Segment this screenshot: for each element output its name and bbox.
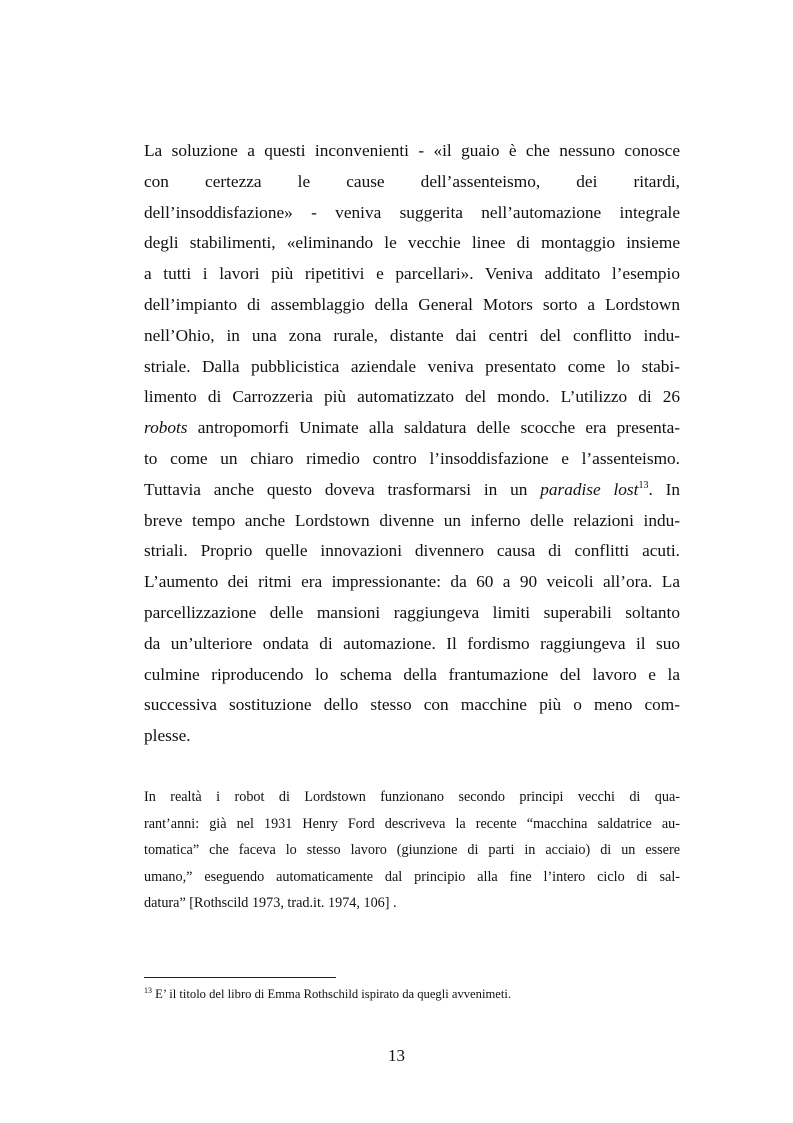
paragraph-line: con certezza le cause dell’assenteismo, dei ritardi, — [144, 171, 680, 191]
note-line: umano,” eseguendo automaticamente dal principio alla fine l’intero ciclo di sal- — [144, 868, 680, 885]
page-number: 13 — [388, 1046, 405, 1065]
paragraph-line: to come un chiaro rimedio contro l’insoddisfazione e l’assenteismo. — [144, 449, 680, 468]
paragraph-line: da un’ulteriore ondata di automazione. Il fordismo raggiungeva il suo — [144, 633, 680, 653]
paragraph-line: parcellizzazione delle mansioni raggiungeva limiti superabili soltanto — [144, 603, 680, 622]
paragraph-line: degli stabilimenti, «eliminando le vecchie linee di montaggio insieme — [144, 233, 680, 253]
paragraph-line: a tutti i lavori più ripetitivi e parcellari». Veniva additato l’esempio — [144, 264, 680, 284]
italic-term: paradise lost — [540, 479, 639, 499]
paragraph-line — [144, 475, 680, 506]
paragraph-line: nell’Ohio, in una zona rurale, distante dai centri del conflitto indu- — [144, 325, 680, 345]
paragraph-line: La soluzione a questi inconvenienti - «il guaio è che nessuno conosce — [144, 141, 680, 160]
footnote — [144, 985, 680, 1003]
paragraph-line: successiva sostituzione dello stesso con macchine più o meno com- — [144, 695, 680, 715]
footnote-reference[interactable]: 13 — [638, 479, 649, 491]
paragraph-line: breve tempo anche Lordstown divenne un inferno delle relazioni indu- — [144, 510, 680, 530]
line-text: . In — [648, 479, 680, 499]
paragraph-line: striali. Proprio quelle innovazioni divennero causa di conflitti acuti. — [144, 541, 680, 561]
paragraph-line: dell’impianto di assemblaggio della General Motors sorto a Lordstown — [144, 295, 680, 314]
paragraph-line: L’aumento dei ritmi era impressionante: da 60 a 90 veicoli all’ora. La — [144, 572, 680, 592]
paragraph-line: limento di Carrozzeria più automatizzato del mondo. L’utilizzo di 26 — [144, 387, 680, 407]
note-line: In realtà i robot di Lordstown funzionano secondo principi vecchi di qua- — [144, 789, 680, 805]
italic-term: robots — [144, 418, 188, 438]
paragraph-line: striale. Dalla pubblicistica aziendale veniva presentato come lo stabi- — [144, 356, 680, 376]
paragraph-line — [144, 413, 680, 444]
footnote-number: 13 — [144, 986, 152, 995]
note-line: datura” [Rothscild 1973, trad.it. 1974, 106] . — [144, 895, 397, 911]
line-text: antropomorfi Unimate alla saldatura delle scocche era presenta- — [187, 418, 680, 438]
footnote-text: E’ il titolo del libro di Emma Rothschild ispirato da quegli avvenimeti. — [152, 987, 511, 1001]
footnote-separator — [144, 977, 336, 978]
paragraph-line: plesse. — [144, 726, 191, 746]
note-line: rant’anni: già nel 1931 Henry Ford descriveva la recente “macchina saldatrice au- — [144, 815, 680, 832]
note-line: tomatica” che faceva lo stesso lavoro (giunzione di parti in acciaio) di un essere — [144, 842, 680, 858]
paragraph-line: dell’insoddisfazione» - veniva suggerita nell’automazione integrale — [144, 202, 680, 222]
paragraph-line: culmine riproducendo lo schema della frantumazione del lavoro e la — [144, 664, 680, 684]
line-text: Tuttavia anche questo doveva trasformarsi in un — [144, 479, 541, 499]
